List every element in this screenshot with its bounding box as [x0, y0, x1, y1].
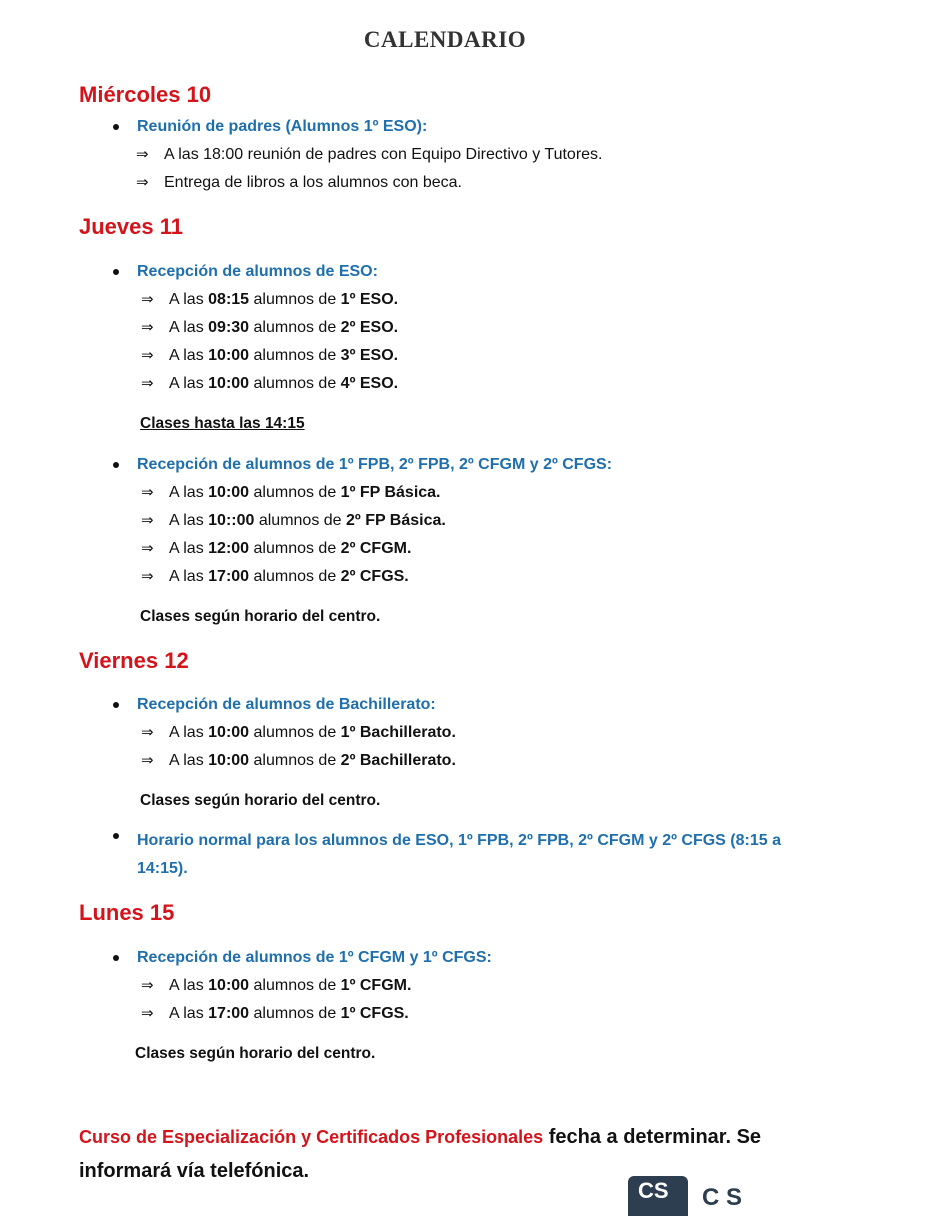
arrow-icon: ⇒ — [141, 723, 154, 741]
list-item: ⇒ A las 10:00 alumnos de 1º CFGM. — [141, 976, 412, 994]
logo-icon: CS — [628, 1176, 688, 1216]
note-clases-segun: Clases según horario del centro. — [140, 608, 381, 625]
arrow-icon: ⇒ — [141, 511, 154, 529]
arrow-icon: ⇒ — [136, 145, 149, 163]
arrow-icon: ⇒ — [141, 751, 154, 769]
list-item: ⇒ A las 17:00 alumnos de 1º CFGS. — [141, 1004, 409, 1022]
list-item: ⇒ A las 10:00 alumnos de 4º ESO. — [141, 374, 399, 392]
arrow-icon: ⇒ — [141, 567, 154, 585]
list-item: ⇒ A las 09:30 alumnos de 2º ESO. — [141, 318, 399, 336]
bullet-recepcion-bachillerato: Recepción de alumnos de Bachillerato: — [137, 696, 436, 713]
arrow-icon: ⇒ — [136, 173, 149, 191]
note-clases-segun: Clases según horario del centro. — [135, 1045, 376, 1062]
bullet-recepcion-fp: Recepción de alumnos de 1º FPB, 2º FPB, 2º CFGM y 2º CFGS: — [137, 456, 613, 473]
arrow-icon: ⇒ — [141, 1004, 154, 1022]
bullet-reunion-padres: Reunión de padres (Alumnos 1º ESO): — [137, 118, 428, 135]
note-clases-hasta: Clases hasta las 14:15 — [140, 415, 305, 432]
arrow-icon: ⇒ — [141, 539, 154, 557]
list-item: ⇒ A las 08:15 alumnos de 1º ESO. — [141, 290, 399, 308]
arrow-icon: ⇒ — [141, 290, 154, 308]
bullet-horario-normal: Horario normal para los alumnos de ESO, 1º FPB, 2º FPB, 2º CFGM y 2º CFGS (8:15 a 14:15). — [137, 827, 817, 883]
list-item: ⇒ Entrega de libros a los alumnos con beca. — [136, 173, 462, 191]
list-item: ⇒ A las 10:00 alumnos de 1º Bachillerato. — [141, 723, 456, 741]
page-title: CALENDARIO — [363, 27, 527, 52]
day-heading-jueves: Jueves 11 — [79, 214, 183, 239]
note-clases-segun: Clases según horario del centro. — [140, 792, 381, 809]
bullet-recepcion-cfgm-cfgs: Recepción de alumnos de 1º CFGM y 1º CFGS: — [137, 949, 492, 966]
day-heading-lunes: Lunes 15 — [79, 900, 175, 925]
arrow-icon: ⇒ — [141, 346, 154, 364]
list-item: ⇒ A las 10::00 alumnos de 2º FP Básica. — [141, 511, 446, 529]
arrow-icon: ⇒ — [141, 976, 154, 994]
day-heading-viernes: Viernes 12 — [79, 648, 189, 673]
footer-notice: Curso de Especialización y Certificados Profesionales fecha a determinar. Se informará vía telefónica. — [79, 1126, 762, 1182]
list-item: ⇒ A las 10:00 alumnos de 1º FP Básica. — [141, 483, 441, 501]
list-item: ⇒ A las 10:00 alumnos de 2º Bachillerato. — [141, 751, 456, 769]
bullet-recepcion-eso: Recepción de alumnos de ESO: — [137, 263, 378, 280]
logo-text: C S — [702, 1184, 743, 1211]
day-heading-miercoles: Miércoles 10 — [79, 82, 212, 107]
arrow-icon: ⇒ — [141, 374, 154, 392]
list-item: ⇒ A las 18:00 reunión de padres con Equipo Directivo y Tutores. — [136, 145, 603, 163]
list-item: ⇒ A las 12:00 alumnos de 2º CFGM. — [141, 539, 412, 557]
arrow-icon: ⇒ — [141, 483, 154, 501]
arrow-icon: ⇒ — [141, 318, 154, 336]
list-item: ⇒ A las 17:00 alumnos de 2º CFGS. — [141, 567, 409, 585]
list-item: ⇒ A las 10:00 alumnos de 3º ESO. — [141, 346, 399, 364]
